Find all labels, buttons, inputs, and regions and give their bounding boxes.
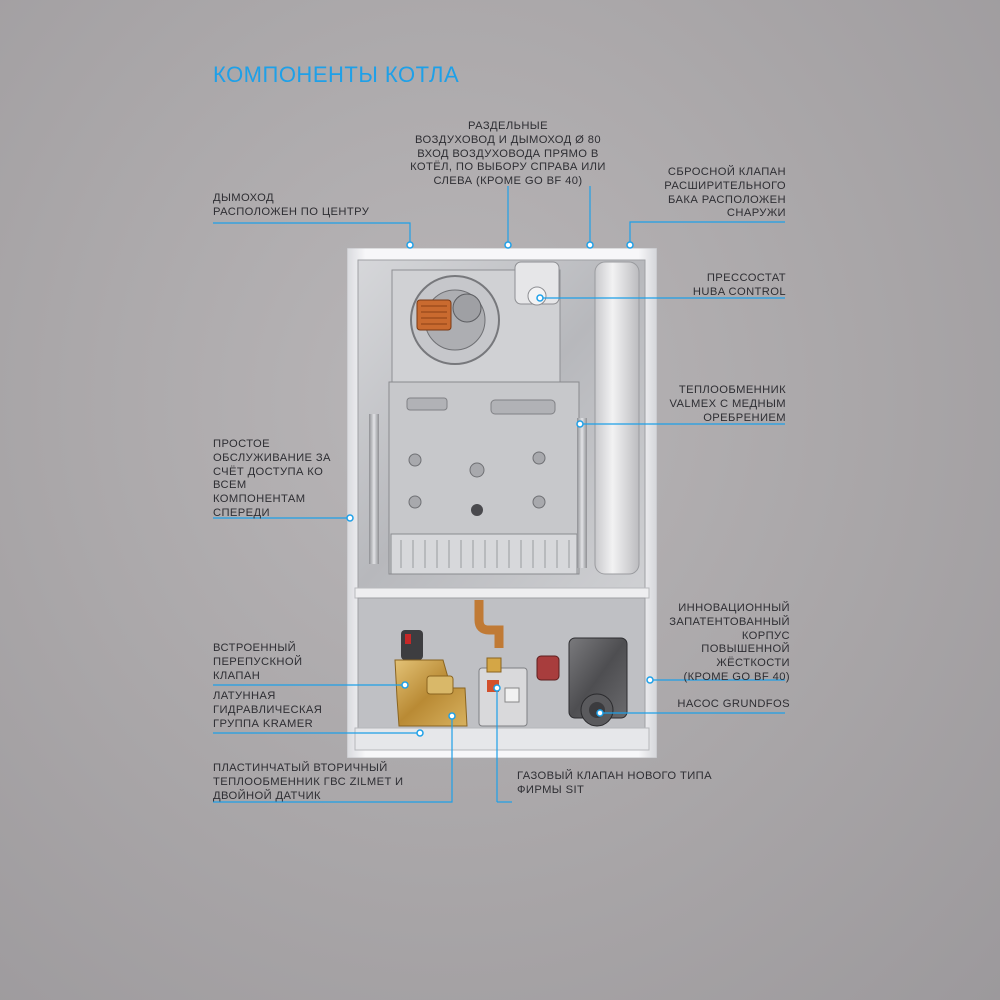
- callout-bypass-valve: ВСТРОЕННЫЙ ПЕРЕПУСКНОЙ КЛАПАН: [213, 642, 303, 682]
- leader-relief-valve: [630, 222, 785, 244]
- callout-brass-group: ЛАТУННАЯ ГИДРАВЛИЧЕСКАЯ ГРУППА KRAMER: [213, 690, 323, 730]
- callout-relief-valve: СБРОСНОЙ КЛАПАН РАСШИРИТЕЛЬНОГО БАКА РАСПОЛОЖЕН СНАРУЖИ: [664, 166, 786, 220]
- leader-flue-center: [213, 223, 410, 244]
- callout-heat-exchanger: ТЕПЛООБМЕННИК VALMEX С МЕДНЫМ ОРЕБРЕНИЕМ: [669, 384, 786, 424]
- page-title: КОМПОНЕНТЫ КОТЛА: [213, 62, 460, 87]
- dot-pump: [597, 710, 603, 716]
- callout-pump: НАСОС GRUNDFOS: [677, 698, 790, 710]
- dot-bypass: [402, 682, 408, 688]
- callout-front-access: ПРОСТОЕ ОБСЛУЖИВАНИЕ ЗА СЧЁТ ДОСТУПА КО ВСЕМ КОМПОНЕНТАМ СПЕРЕДИ: [213, 438, 331, 519]
- callout-pressostat: ПРЕССОСТАТ HUBA CONTROL: [692, 272, 786, 298]
- callout-flue-center: ДЫМОХОД РАСПОЛОЖЕН ПО ЦЕНТРУ: [213, 192, 370, 218]
- dot-heat-exchanger: [577, 421, 583, 427]
- callout-gas-valve: ГАЗОВЫЙ КЛАПАН НОВОГО ТИПА ФИРМЫ SIT: [517, 770, 712, 796]
- dot-separate-flue: [505, 242, 511, 248]
- dot-gas-valve: [494, 685, 500, 691]
- dot-flue-center: [407, 242, 413, 248]
- dot-brass-group: [417, 730, 423, 736]
- dot-relief-valve: [627, 242, 633, 248]
- dot-plate-exchanger: [449, 713, 455, 719]
- dot-separate-flue-right: [587, 242, 593, 248]
- callout-plate-exchanger: ПЛАСТИНЧАТЫЙ ВТОРИЧНЫЙ ТЕПЛООБМЕННИК ГВС ZILMET И ДВОЙНОЙ ДАТЧИК: [213, 762, 404, 802]
- callout-separate-flue: РАЗДЕЛЬНЫЕ ВОЗДУХОВОД И ДЫМОХОД Ø 80 ВХОД ВОЗДУХОВОДА ПРЯМО В КОТЁЛ, ПО ВЫБОРУ СПРАВА ИЛИ СЛЕВА (КРОМЕ GO BF 40): [410, 120, 606, 188]
- callout-casing: ИННОВАЦИОННЫЙ ЗАПАТЕНТОВАННЫЙ КОРПУС ПОВЫШЕННОЙ ЖЁСТКОСТИ (КРОМЕ GO BF 40): [669, 602, 790, 683]
- dot-pressostat: [537, 295, 543, 301]
